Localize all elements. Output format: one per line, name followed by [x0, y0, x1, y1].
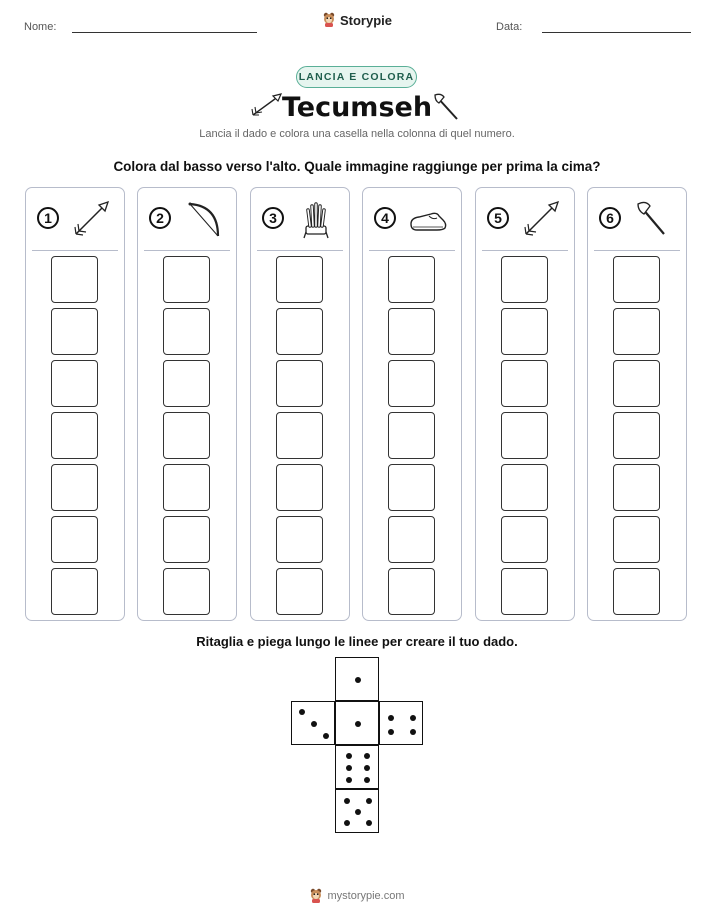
color-box[interactable]: [51, 464, 98, 511]
color-box[interactable]: [501, 360, 548, 407]
instruction-heading: Colora dal basso verso l'alto. Quale immagine raggiunge per prima la cima?: [113, 159, 601, 174]
color-box[interactable]: [388, 464, 435, 511]
dice-pip: [344, 820, 350, 826]
color-box[interactable]: [613, 360, 660, 407]
footer-url: mystorypie.com: [327, 890, 405, 902]
color-box[interactable]: [501, 256, 548, 303]
name-label: Nome:: [24, 21, 57, 33]
color-box[interactable]: [276, 308, 323, 355]
dice-face-1: [335, 657, 379, 701]
color-box[interactable]: [276, 516, 323, 563]
color-box[interactable]: [163, 360, 210, 407]
dice-pip: [355, 809, 361, 815]
dice-pip: [344, 798, 350, 804]
column-number: 5: [487, 207, 509, 229]
color-box[interactable]: [388, 412, 435, 459]
dice-face-3: [291, 701, 335, 745]
column-number: 2: [149, 207, 171, 229]
column-1: [25, 187, 125, 621]
color-box[interactable]: [501, 568, 548, 615]
color-box[interactable]: [51, 516, 98, 563]
subtitle: Lancia il dado e colora una casella nella colonna di quel numero.: [199, 128, 515, 140]
column-number: 4: [374, 207, 396, 229]
color-box[interactable]: [388, 568, 435, 615]
date-label: Data:: [496, 21, 523, 33]
brand-name: Storypie: [339, 12, 392, 28]
dice-face-5: [335, 789, 379, 833]
color-box[interactable]: [388, 308, 435, 355]
color-box[interactable]: [613, 516, 660, 563]
color-box[interactable]: [163, 412, 210, 459]
color-box[interactable]: [51, 308, 98, 355]
column-6: [587, 187, 687, 621]
dice-pip: [388, 715, 394, 721]
tomahawk-icon: [431, 92, 461, 122]
color-box[interactable]: [163, 516, 210, 563]
color-box[interactable]: [163, 464, 210, 511]
divider: [144, 250, 230, 251]
color-box[interactable]: [501, 464, 548, 511]
dice-pip: [355, 721, 361, 727]
color-box[interactable]: [276, 568, 323, 615]
color-box[interactable]: [276, 360, 323, 407]
color-box[interactable]: [276, 256, 323, 303]
dice-pip: [346, 765, 352, 771]
headdress-icon: [295, 198, 337, 240]
color-box[interactable]: [51, 568, 98, 615]
column-number: 1: [37, 207, 59, 229]
divider: [257, 250, 343, 251]
dice-pip: [410, 729, 416, 735]
brand-logo: [0, 12, 714, 28]
dice-pip: [355, 677, 361, 683]
column-5: [475, 187, 575, 621]
dice-pip: [366, 798, 372, 804]
dice-pip: [364, 765, 370, 771]
dice-pip: [364, 777, 370, 783]
color-box[interactable]: [51, 360, 98, 407]
divider: [369, 250, 455, 251]
column-number: 6: [599, 207, 621, 229]
divider: [482, 250, 568, 251]
color-box[interactable]: [613, 308, 660, 355]
column-2: [137, 187, 237, 621]
dice-pip: [311, 721, 317, 727]
column-4: [362, 187, 462, 621]
storypie-mascot-icon: [309, 888, 323, 904]
footer: [0, 888, 714, 904]
color-box[interactable]: [501, 516, 548, 563]
cut-instruction: Ritaglia e piega lungo le linee per creare il tuo dado.: [196, 634, 518, 649]
moccasin-icon: [407, 198, 449, 240]
color-box[interactable]: [501, 308, 548, 355]
date-line[interactable]: [542, 32, 691, 33]
column-3: [250, 187, 350, 621]
dice-pip: [323, 733, 329, 739]
color-box[interactable]: [163, 308, 210, 355]
color-box[interactable]: [388, 516, 435, 563]
color-box[interactable]: [276, 412, 323, 459]
dice-pip: [388, 729, 394, 735]
color-box[interactable]: [388, 256, 435, 303]
tomahawk-icon: [632, 198, 674, 240]
dice-pip: [346, 753, 352, 759]
dice-pip: [366, 820, 372, 826]
color-box[interactable]: [501, 412, 548, 459]
color-box[interactable]: [613, 464, 660, 511]
bow-icon: [182, 198, 224, 240]
storypie-mascot-icon: [322, 12, 336, 28]
arrow-icon: [70, 198, 112, 240]
color-box[interactable]: [613, 256, 660, 303]
color-box[interactable]: [613, 568, 660, 615]
dice-pip: [410, 715, 416, 721]
dice-face-6: [335, 745, 379, 789]
dice-pip: [346, 777, 352, 783]
divider: [594, 250, 680, 251]
color-box[interactable]: [388, 360, 435, 407]
name-line[interactable]: [72, 32, 257, 33]
arrow-icon: [520, 198, 562, 240]
color-box[interactable]: [613, 412, 660, 459]
color-box[interactable]: [163, 568, 210, 615]
color-box[interactable]: [276, 464, 323, 511]
dice-pip: [299, 709, 305, 715]
color-box[interactable]: [51, 256, 98, 303]
divider: [32, 250, 118, 251]
dice-face-4: [379, 701, 423, 745]
color-box[interactable]: [51, 412, 98, 459]
column-number: 3: [262, 207, 284, 229]
dice-face-1: [335, 701, 379, 745]
page-title: Tecumseh: [281, 92, 433, 123]
activity-badge: LANCIA E COLORA: [296, 66, 417, 88]
dice-pip: [364, 753, 370, 759]
color-box[interactable]: [163, 256, 210, 303]
